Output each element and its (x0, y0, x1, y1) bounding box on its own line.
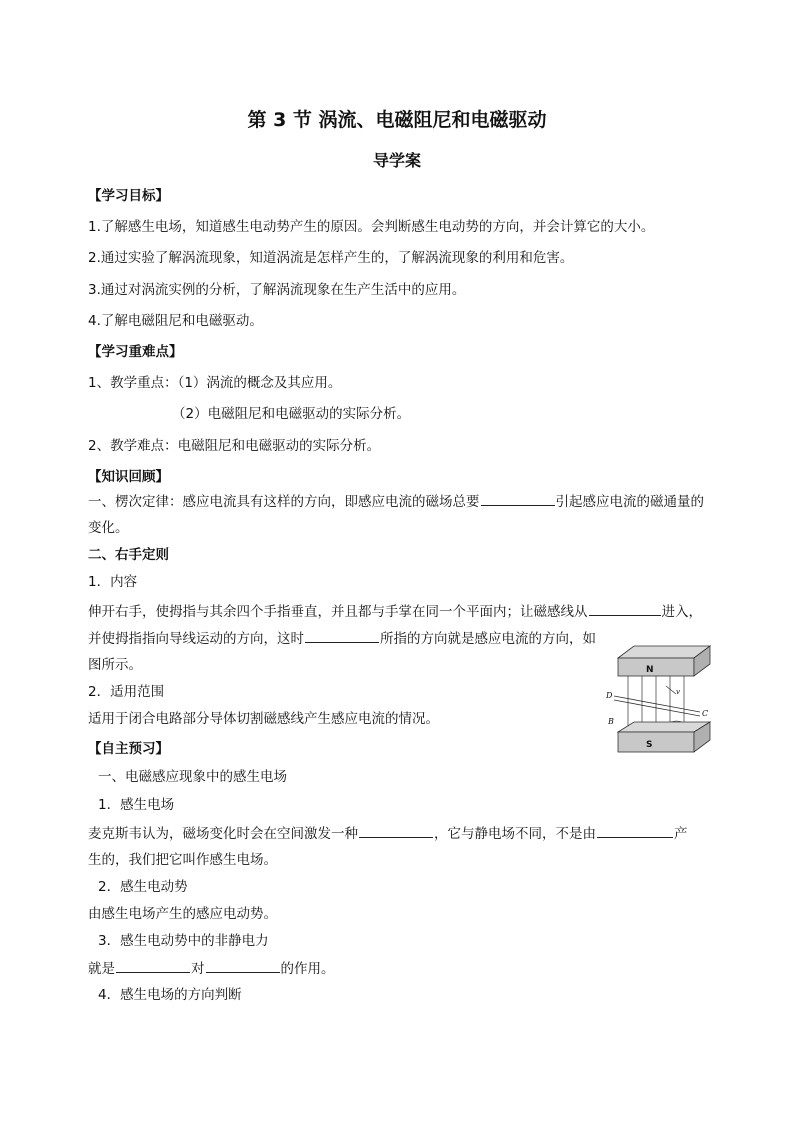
right-hand-line-3: 图所示。 (88, 657, 142, 673)
goal-item: 3.通过对涡流实例的分析，了解涡流现象在生产生活中的应用。 (88, 282, 466, 298)
velocity-label: v (676, 688, 680, 696)
t1-a: 麦克斯韦认为，磁场变化时会在空间激发一种 (88, 826, 358, 842)
content-label: 1．内容 (88, 574, 138, 590)
point-d-label: D (606, 691, 613, 700)
fill-blank[interactable] (481, 491, 555, 506)
difficulty-line: 2、教学难点：电磁阻尼和电磁驱动的实际分析。 (88, 438, 381, 454)
rh-text-b: 进入， (661, 604, 702, 620)
preview-item-3: 3．感生电动势中的非静电力 (98, 933, 269, 949)
right-hand-line-1 (88, 601, 702, 622)
fill-blank[interactable] (305, 628, 379, 643)
focus-line-1: 1、教学重点：（1）涡流的概念及其应用。 (88, 375, 342, 391)
goals-header: 【学习目标】 (88, 188, 169, 204)
preview-item-4: 4．感生电场的方向判断 (98, 987, 242, 1003)
preview-text-1b: 生的，我们把它叫作感生电场。 (88, 852, 277, 868)
preview-text-2: 由感生电场产生的感应电动势。 (88, 906, 277, 922)
rh-text-a: 伸开右手，使拇指与其余四个手指垂直，并且都与手掌在同一个平面内；让磁感线从 (88, 604, 588, 620)
t3-b: 对 (191, 961, 205, 977)
preview-text-1 (88, 823, 688, 844)
right-hand-line-2 (88, 628, 596, 649)
focus-line-2: （2）电磁阻尼和电磁驱动的实际分析。 (172, 406, 411, 422)
goal-item: 4.了解电磁阻尼和电磁驱动。 (88, 313, 263, 329)
fill-blank[interactable] (359, 823, 433, 838)
lenz-law-line-2: 变化。 (88, 520, 129, 536)
fill-blank[interactable] (589, 601, 661, 616)
preview-item-1: 1．感生电场 (98, 797, 175, 813)
lenz-text-a: 一、楞次定律：感应电流具有这样的方向，即感应电流的磁场总要 (88, 494, 480, 510)
page-title: 第 3 节 涡流、电磁阻尼和电磁驱动 (247, 109, 547, 131)
t3-c: 的作用。 (280, 961, 335, 977)
scope-text: 适用于闭合电路部分导体切割磁感线产生感应电流的情况。 (88, 711, 439, 727)
page-subtitle: 导学案 (372, 151, 421, 170)
preview-header: 【自主预习】 (88, 741, 169, 757)
fill-blank[interactable] (116, 958, 190, 973)
scope-label: 2．适用范围 (88, 684, 165, 700)
point-b-label: B (608, 717, 614, 726)
rh-text-c: 并使拇指指向导线运动的方向，这时 (88, 631, 304, 647)
fill-blank[interactable] (206, 958, 280, 973)
point-c-label: C (702, 709, 709, 718)
rh-text-d: 所指的方向就是感应电流的方向，如 (380, 631, 596, 647)
magnet-n-label: N (646, 665, 654, 675)
review-header: 【知识回顾】 (88, 469, 169, 485)
right-hand-rule-figure (604, 636, 724, 760)
goal-item: 2.通过实验了解涡流现象，知道涡流是怎样产生的，了解涡流现象的利用和危害。 (88, 250, 574, 266)
right-hand-header: 二、右手定则 (88, 547, 169, 563)
fill-blank[interactable] (597, 823, 673, 838)
magnet-s-label: S (646, 740, 653, 750)
t3-a: 就是 (88, 961, 115, 977)
goal-item: 1.了解感生电场，知道感生电动势产生的原因。会判断感生电动势的方向，并会计算它的大小。 (88, 219, 655, 235)
preview-text-3 (88, 958, 335, 979)
keys-header: 【学习重难点】 (88, 344, 183, 360)
t1-b: ，它与静电场不同，不是由 (434, 826, 596, 842)
lenz-text-b: 引起感应电流的磁通量的 (555, 494, 704, 510)
preview-item-2: 2．感生电动势 (98, 879, 188, 895)
preview-section-1: 一、电磁感应现象中的感生电场 (98, 769, 287, 785)
lenz-law-line (88, 491, 704, 512)
t1-c: 产 (674, 826, 688, 842)
